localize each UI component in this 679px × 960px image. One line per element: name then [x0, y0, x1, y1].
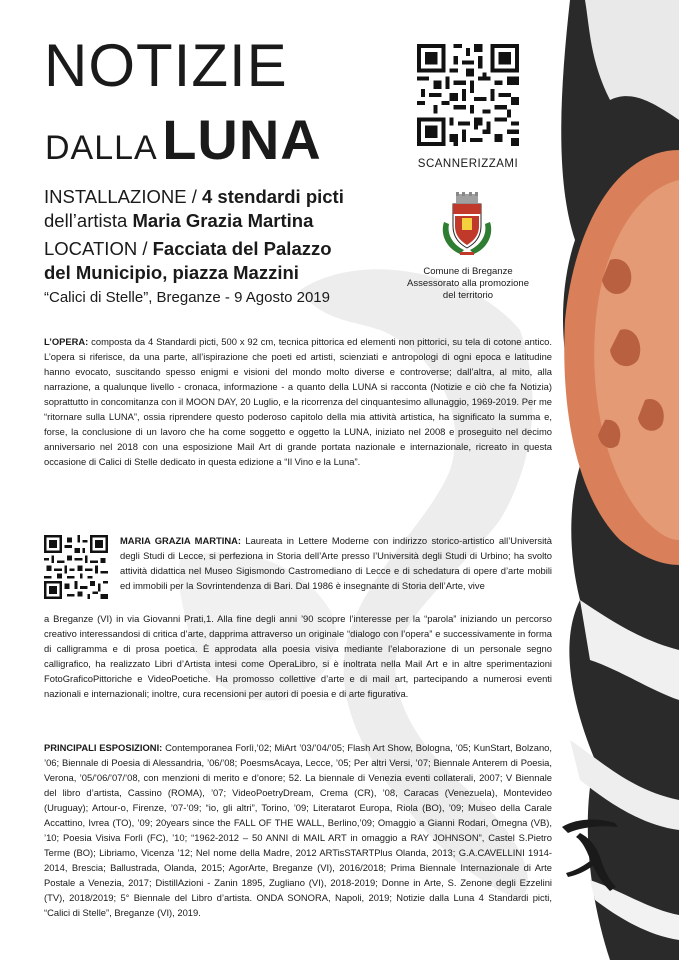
qr-scan-label: SCANNERIZZAMI: [417, 158, 519, 170]
artista-prefix: dell’artista: [44, 210, 133, 231]
installazione-label: INSTALLAZIONE /: [44, 186, 202, 207]
comune-line1: Comune di Breganze: [423, 266, 513, 277]
qr-code-bio[interactable]: [44, 535, 108, 599]
title-luna: LUNA: [162, 108, 322, 171]
artista-name: Maria Grazia Martina: [132, 210, 314, 231]
location-line: [44, 238, 332, 260]
bio-label: MARIA GRAZIA MARTINA:: [120, 535, 242, 546]
esposizioni-label: PRINCIPALI ESPOSIZIONI:: [44, 742, 163, 753]
artista-line: [44, 210, 313, 232]
comune-line2: Assessorato alla promozione: [407, 277, 529, 289]
title-notizie: NOTIZIE: [44, 32, 288, 99]
location-value-1: Facciata del Palazzo: [152, 238, 332, 259]
location-label: LOCATION /: [44, 238, 153, 259]
event-date-line: “Calici di Stelle”, Breganze - 9 Agosto 2019: [44, 289, 330, 306]
ink-figure-drawing: [560, 815, 622, 893]
location-line-2: [44, 262, 299, 284]
title-dalla-luna: [45, 108, 322, 171]
opera-paragraph: [44, 334, 552, 469]
opera-text: composta da 4 Standardi picti, 500 x 92 cm, tecnica pittorica ed elementi non pittorici, su tela di cotone antico. L’opera si riferisce, da una parte, all’ispirazione che poeti ed artisti, scienziati e antropologi di ogni epoca e latitudine hanno evocato, suscitando spesso enigmi e visioni del mondo molto diverse e controverse; dall’altra, al mito, alla narrazione, a qualunque livello - cronaca, informazione - a quanto della LUNA si racconta (Notizie e ciò che fa Notizia) soprattutto in concomitanza con il MOON DAY, 20 Luglio, e la ricorrenza del cinquantesimo allunaggio, 1969-2019. Per me “ritornare sulla LUNA”, ossia riprendere questo poderoso capitolo della mia attività artistica, ha significato la summa e, forse, la conclusione di un lavoro che ha come soggetto e oggetto la LUNA, iniziato nel 2008 e proseguito nel decimo anniversario nel 2018 con una esposizione Mail Art di grande portata nazionale e internazionale, ricreato in questa occasione di Calici di Stelle dedicato in questa edizione a “Il Vino e la Luna”.: [44, 336, 552, 467]
qr-code-top[interactable]: [417, 44, 519, 146]
esposizioni-text: Contemporanea Forlì,’02; MiArt ’03/’04/’05; Flash Art Show, Bologna, ’05; KunStart, Bolzano, ’06; Biennale di Poesia di Alessandria, ’06/’08; PoesmsAcaya, Lecce, ’05; Per altri Versi, ’07; Biennale Anterem di Poesia, Verona, ’05/’06/’07/’08, con menzioni di merito e d’onore; 52. La biennale di Venezia eventi collaterali, 2007; V Biennale del libro d’artista, Cassino (ROMA), ’07; VideoPoetryDream, Crema (CR), ’08, Caracas (Venezuela), Montevideo (Uruguay); Artour-o, Firenze, ’07-’09; “io, gli altri”, Torino, ’09; Literatarot Europa, Riola (BO), ’09; Museo della Carale Accattino, Ivrea (TO), ’09; 20years since the FALL OF THE WALL, Berlino,’09; Omaggio a Gianni Rodari, Omegna (VB), ’10; Poesia Visiva Forlì (FC), ’10; “1962-2012 – 50 ANNI di MAIL ART in omaggio a RAY JOHNSON”, Castel S.Pietro Terme (BO); Libriamo, Vicenza ’12; Nel nome della Madre, 2012 ARTisSTARTPlus Olanda, 2013; G.A.CAVELLINI 1914-2014, Brescia; Ballustrada, Olanda, 2015; AgorArte, Breganze (VI), 2016/2018; Prima Biennale Internazionale di Arte Postale a Venezia, 2017; DistillAzioni - Zanin 1895, Zugliano (VI), 2018-2019; Donne in Arte, S. Zenone degli Ezzelini (TV), 2018/2019; 5° Biennale del Libro d’artista. ONDA SONORA, Napoli, 2019; Notizie dalla Luna 4 Standardi picti, “Calici di Stelle”, Breganze (VI), 2019.: [44, 742, 552, 918]
comune-caption: [400, 266, 536, 302]
bio-paragraph-top: [120, 533, 552, 593]
comune-crest-logo: [438, 192, 496, 258]
installazione-line: [44, 186, 344, 208]
bio-text-a: Laureata in Lettere Moderne con indirizzo storico-artistico all’Università degli Studi di Lecce, si perfeziona in Storia dell’Arte presso l’Università degli Studi di Urbino; ha svolto attività didattica nel Museo Sigismondo Castromediano di Lecce e di schedatura di opere d’arte mobili ed immobili per la Sovrintendenza di Bari. Dal 1986 è insegnante di Storia dell’Arte, vive: [120, 535, 552, 591]
esposizioni-paragraph: [44, 740, 552, 920]
installazione-value: 4 stendardi picti: [201, 186, 344, 207]
title-dalla: DALLA: [45, 129, 158, 167]
opera-label: L’OPERA:: [44, 336, 89, 347]
comune-line3: del territorio: [442, 289, 494, 301]
bio-paragraph-bottom: a Breganze (VI) in via Giovanni Prati,1. Alla fine degli anni ’90 scopre l’interesse per la “parola” iniziando un percorso creativo interessandosi di critica d’arte, dapprima attraverso un originale “dialogo con l’opera” e successivamente in forma di calligramma e di prosa poetica. È approdata alla poesia visiva mediante l’elaborazione di un personale segno calligrafico, ha realizzato Libri d’Artista intesi come OperaLibro, si è inoltrata nella Mail Art e in altre sperimentazioni FotoGraficoPittoriche e VideoPoetiche. Ha promosso collettive d’arte e di mail art, partecipando a numerosi eventi nazionali e internazionali; inoltre, cura recensioni per autori di poesia e di arte figurativa.: [44, 613, 552, 699]
location-value-2: del Municipio, piazza Mazzini: [44, 262, 299, 283]
